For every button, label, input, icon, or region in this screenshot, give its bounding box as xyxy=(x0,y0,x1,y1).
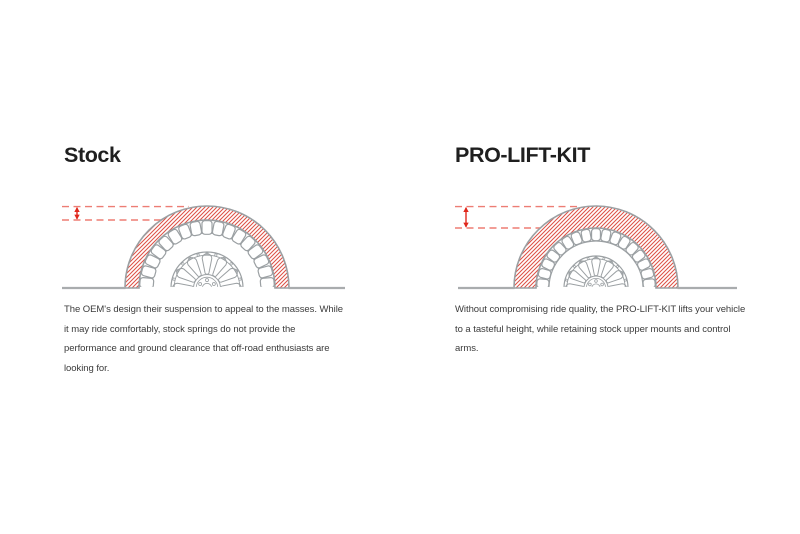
panel-description-stock: The OEM's design their suspension to appeal to the masses. While it may ride comfortably, stock springs do not provide the performance and ground clearance that off-road enthusiasts are looking for. xyxy=(64,304,344,374)
gap-height-arrow xyxy=(74,207,79,220)
gap-height-arrow xyxy=(463,207,468,228)
panel-title-pro-lift-kit: PRO-LIFT-KIT xyxy=(455,143,590,167)
panel-title-stock: Stock xyxy=(64,143,121,167)
panel-description-pro-lift-kit: Without compromising ride quality, the PRO-LIFT-KIT lifts your vehicle to a tasteful height, while retaining stock upper mounts and control arms. xyxy=(455,304,746,354)
